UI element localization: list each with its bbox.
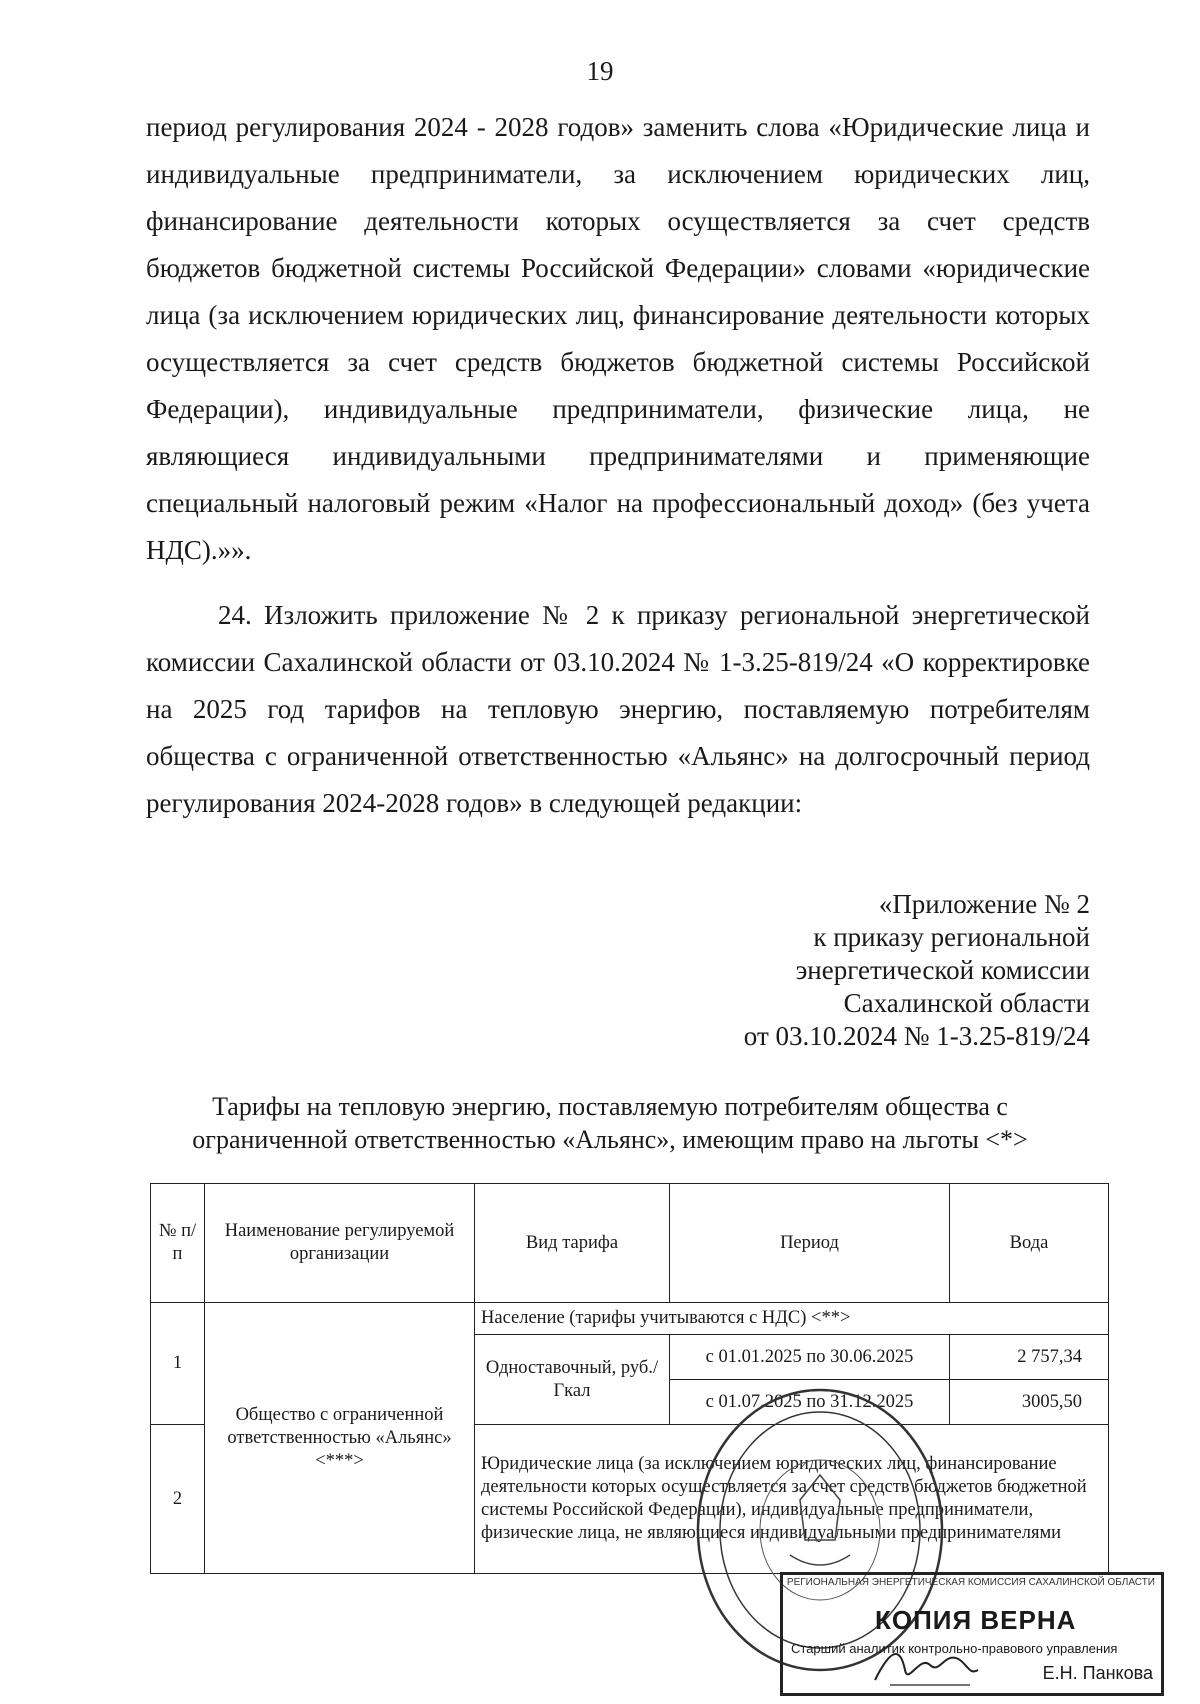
table-title [120,1090,1100,1156]
stamp-org: РЕГИОНАЛЬНАЯ ЭНЕРГЕТИЧЕСКАЯ КОМИССИЯ САХАЛИНСКОЙ ОБЛАСТИ [786,1577,1155,1588]
paragraph-continuation: период регулирования 2024 - 2028 годов» заменить слова «Юридические лица и индивидуальные предприниматели, за исключением юридических лиц, финансирование деятельности которых осуществляется за счет средств бюджетов бюджетной системы Российской Федерации» словами «юридические лица (за исключением юридических лиц, финансирование деятельности которых осуществляется за счет средств бюджетов бюджетной системы Российской Федерации), индивидуальные предприниматели, физические лица, не являющиеся индивидуальными предпринимателями и применяющие специальный налоговый режим «Налог на профессиональный доход» (без учета НДС).»». [146,112,1090,565]
appendix-line: к приказу региональной [813,922,1090,952]
appendix-line: от 03.10.2024 № 1-3.25-819/24 [743,1021,1090,1051]
tariffs-table [150,1183,1109,1574]
header-period: Период [670,1184,950,1303]
table-header-row [151,1184,1109,1303]
row-number: 2 [151,1425,205,1574]
tariff-type-cell: Одноставочный, руб./Гкал [475,1335,670,1425]
table-title-line: ограниченной ответственностью «Альянс», имеющим право на льготы <*> [192,1125,1028,1154]
paragraph-item-24: 24. Изложить приложение № 2 к приказу региональной энергетической комиссии Сахалинской области от 03.10.2024 № 1-3.25-819/24 «О корректировке на 2025 год тарифов на тепловую энергию, поставляемую потребителям общества с ограниченной ответственностью «Альянс» на долгосрочный период регулирования 2024-2028 годов» в следующей редакции: [146,600,1090,818]
stamp-name: Е.Н. Панкова [1042,1663,1153,1683]
header-num: № п/п [151,1184,205,1303]
table-title-line: Тарифы на тепловую энергию, поставляемую потребителям общества с [212,1092,1008,1121]
header-tariff-type: Вид тарифа [475,1184,670,1303]
table-row [151,1303,1109,1335]
water-value-cell: 2 757,34 [950,1335,1109,1380]
row-number: 1 [151,1303,205,1425]
header-water: Вода [950,1184,1109,1303]
appendix-line: Сахалинской области [843,988,1090,1018]
appendix-line: энергетической комиссии [795,955,1090,985]
section-population: Население (тарифы учитываются с НДС) <**> [475,1303,1109,1335]
org-name-cell: Общество с ограниченной ответственностью «Альянс» <***> [205,1303,475,1574]
period-cell: с 01.07.2025 по 31.12.2025 [670,1380,950,1425]
stamp-title: КОПИЯ ВЕРНА [875,1605,1077,1635]
section-legal-entities: Юридические лица (за исключением юридических лиц, финансирование деятельности которых осуществляется за счет средств бюджетов бюджетной системы Российской Федерации), индивидуальные предприниматели, физические лица, не являющиеся индивидуальными предпринимателями [475,1425,1109,1574]
signature-icon [870,1640,980,1690]
period-cell: с 01.01.2025 по 30.06.2025 [670,1335,950,1380]
appendix-line: «Приложение № 2 [878,889,1090,919]
page-number: 19 [586,56,614,86]
appendix-header [640,888,1090,1053]
water-value-cell: 3005,50 [950,1380,1109,1425]
stamp-position: Старший аналитик контрольно-правового управления [791,1641,1118,1656]
header-org: Наименование регулируемой организации [205,1184,475,1303]
